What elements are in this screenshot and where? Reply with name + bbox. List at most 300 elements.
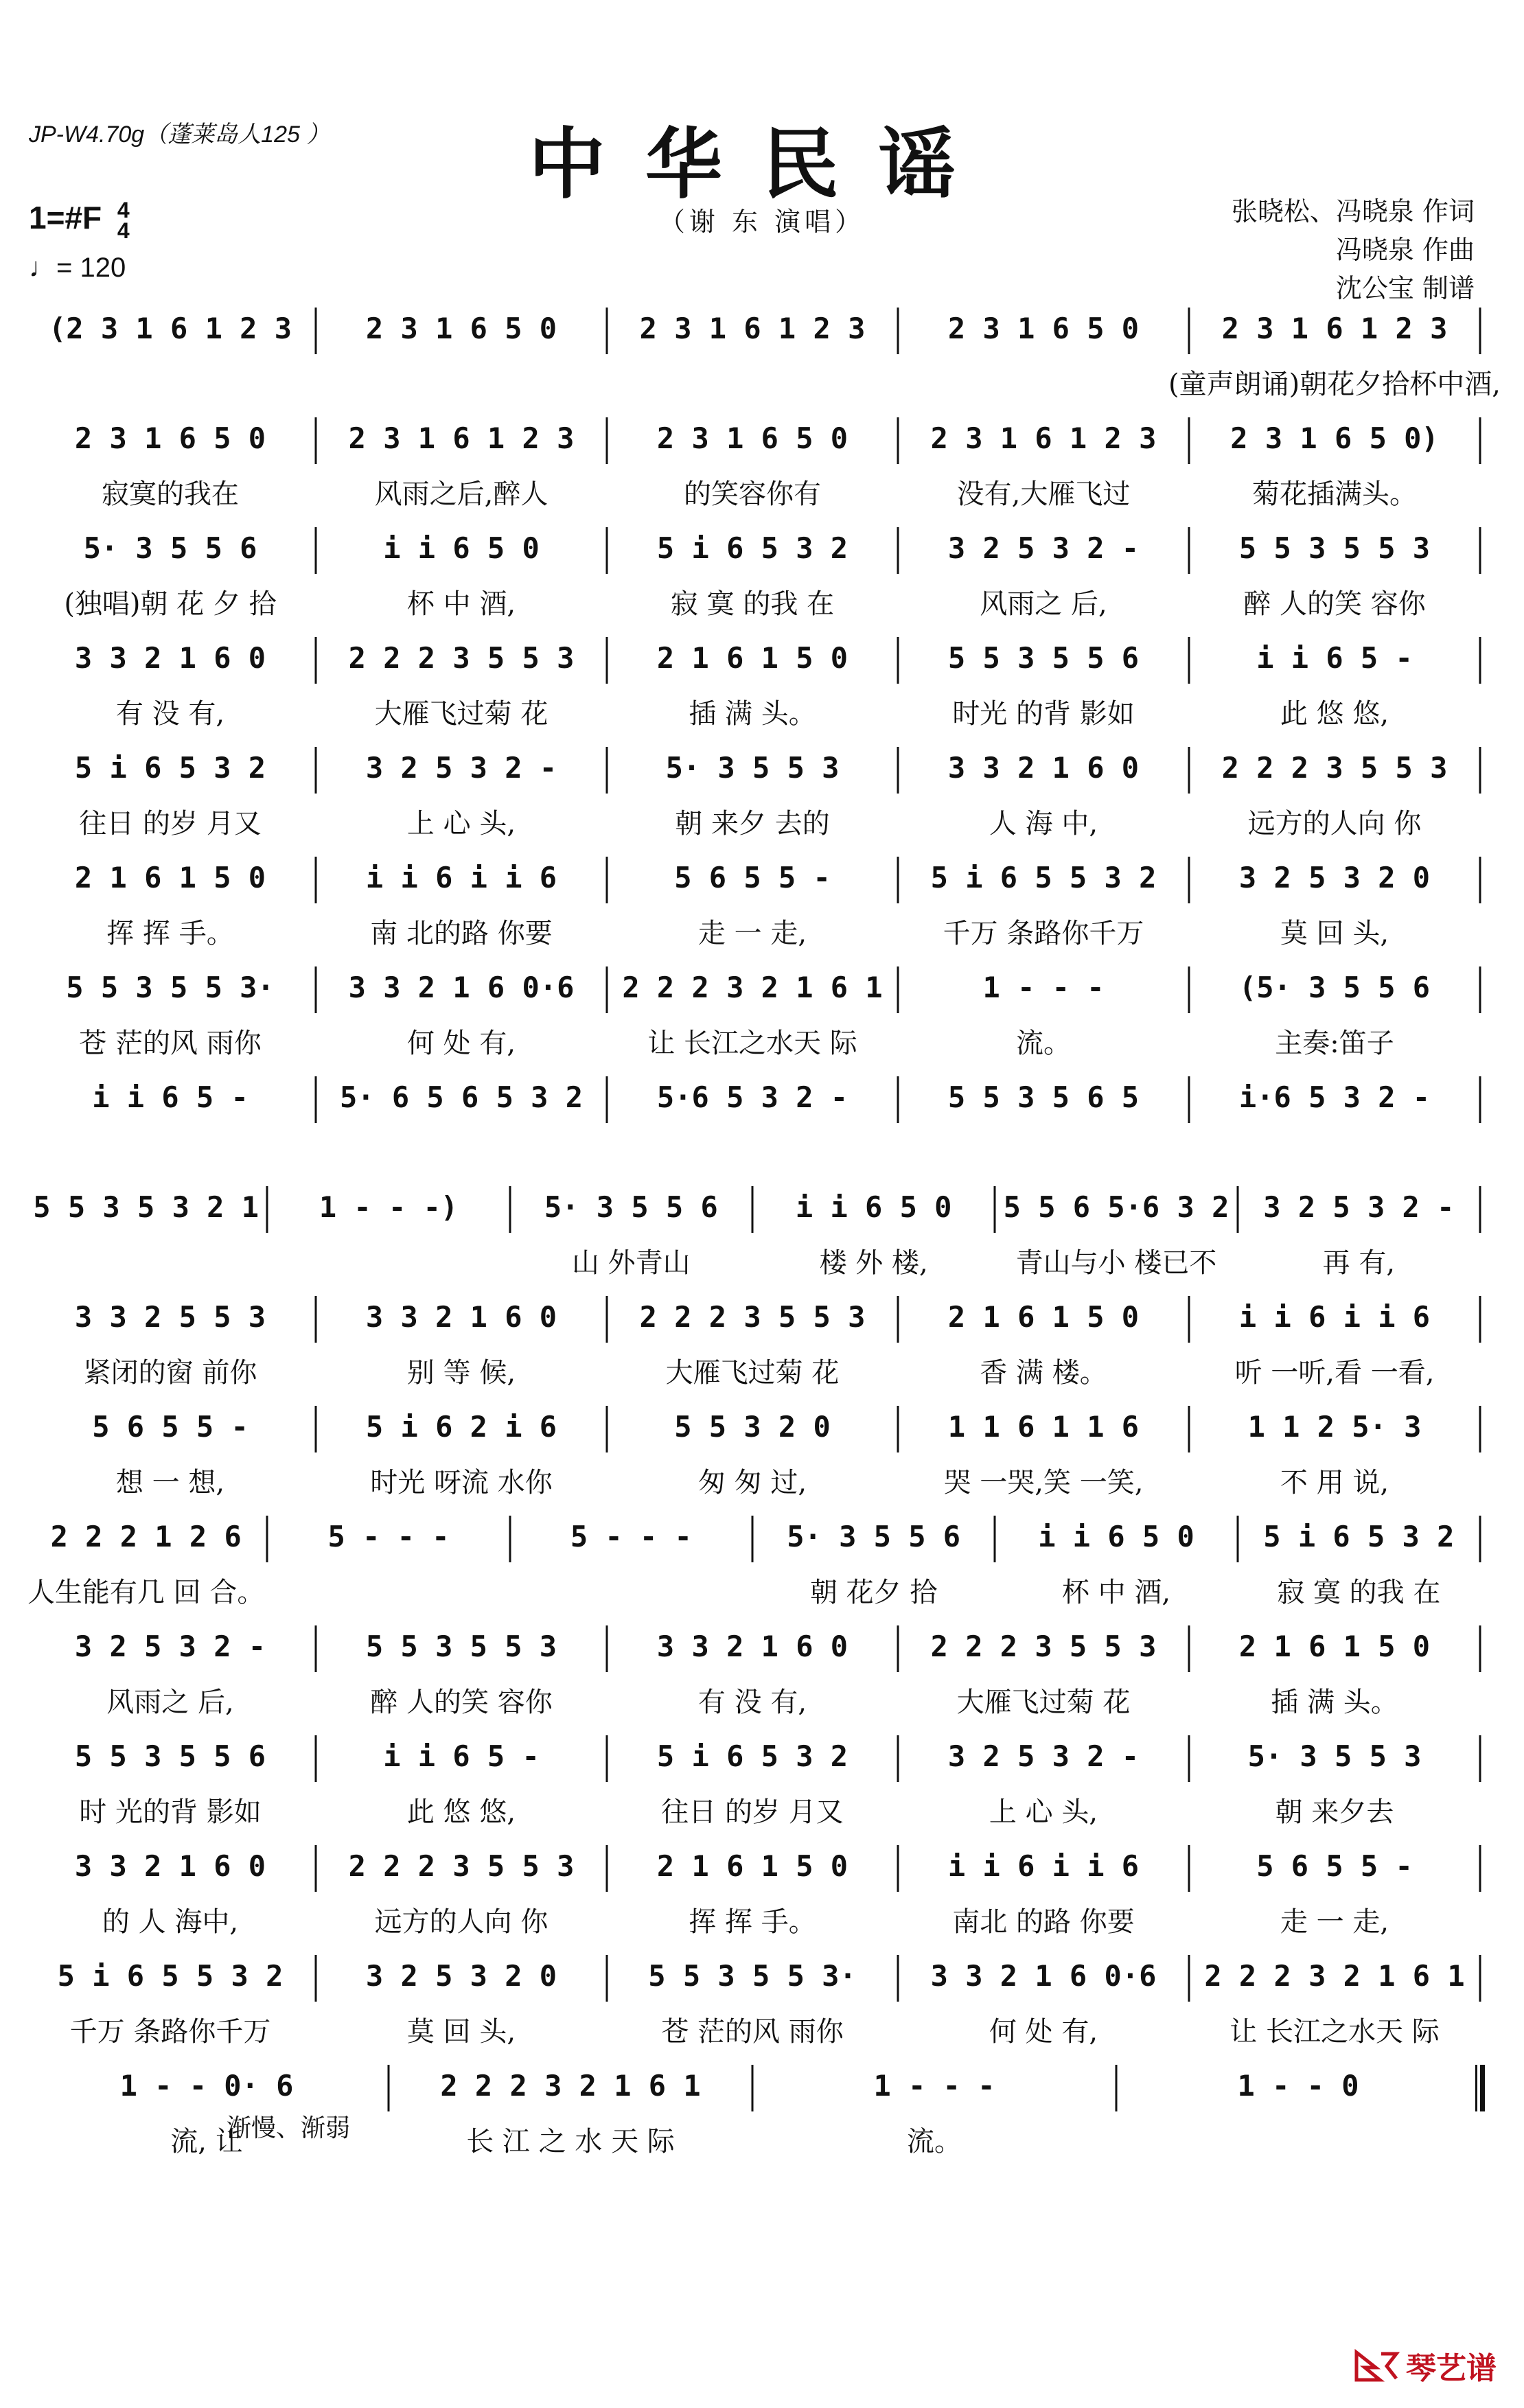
lyric-text: 主奏:笛子 bbox=[1275, 1028, 1394, 1059]
bar-line bbox=[1116, 2069, 1118, 2111]
lyric-text: 杯 中 酒, bbox=[406, 588, 516, 620]
score-system bbox=[29, 302, 1501, 412]
lyric-text: 莫 回 头, bbox=[1280, 918, 1389, 949]
bar-line bbox=[606, 531, 608, 574]
bar-line bbox=[1188, 1080, 1190, 1123]
measure-notes: 2 3 1 6 1 2 3 bbox=[930, 421, 1157, 455]
lyric-text: 的 人 海中, bbox=[102, 1906, 239, 1938]
notation-line bbox=[29, 1300, 1484, 1341]
lyric-text: 杯 中 酒, bbox=[1061, 1577, 1171, 1608]
measure-notes: 5· 6 5 6 5 3 2 bbox=[339, 1080, 584, 1114]
score-system bbox=[29, 1400, 1484, 1510]
watermark-text: 琴艺谱 bbox=[1406, 2351, 1497, 2386]
notation-line bbox=[29, 421, 1484, 463]
bar-line bbox=[1479, 312, 1481, 354]
lyric-text: 长 江 之 水 天 际 bbox=[466, 2126, 675, 2157]
bar-line bbox=[1479, 1739, 1481, 1782]
bar-line bbox=[315, 1849, 317, 1892]
bar-line bbox=[1475, 2069, 1485, 2111]
score-system bbox=[29, 1181, 1484, 1290]
bar-line bbox=[1188, 1300, 1190, 1343]
bar-line bbox=[897, 1959, 899, 2002]
measure-notes: 2 2 2 3 5 5 3 bbox=[348, 1849, 575, 1883]
bar-line bbox=[1479, 861, 1481, 903]
lyrics-line bbox=[29, 1241, 1484, 1279]
bar-line bbox=[606, 421, 608, 464]
bar-line bbox=[897, 1739, 899, 1782]
bar-line bbox=[606, 641, 608, 684]
lyric-text: 再 有, bbox=[1322, 1247, 1396, 1279]
lyrics-line bbox=[29, 1680, 1484, 1718]
bar-line bbox=[897, 531, 899, 574]
lyric-text: 何 处 有, bbox=[406, 1028, 516, 1059]
time-top: 4 bbox=[117, 197, 130, 222]
lyric-text: 朝 来夕 去的 bbox=[675, 808, 830, 840]
measure-notes: 2 2 2 3 5 5 3 bbox=[639, 1300, 866, 1334]
bar-line bbox=[509, 1190, 511, 1233]
bar-line bbox=[1479, 531, 1481, 574]
lyrics-line bbox=[29, 692, 1484, 730]
lyric-text: 上 心 头, bbox=[406, 808, 516, 840]
measure-notes: 5 6 5 5 - bbox=[92, 1410, 249, 1444]
notation-line bbox=[29, 1080, 1484, 1122]
measure-notes: 2 3 1 6 5 0 bbox=[947, 312, 1140, 345]
bar-line bbox=[897, 1410, 899, 1452]
lyrics-line bbox=[29, 912, 1484, 949]
measure-notes: (5· 3 5 5 6 bbox=[1238, 971, 1431, 1004]
notation-line bbox=[29, 2069, 1484, 2110]
measure-notes: 3 3 2 5 5 3 bbox=[74, 1300, 266, 1334]
measure-notes: 5 5 3 5 5 6 bbox=[947, 641, 1140, 675]
score-system bbox=[29, 522, 1484, 632]
score-system bbox=[29, 1290, 1484, 1400]
bar-line bbox=[315, 1410, 317, 1452]
lyric-text: 流, 让 bbox=[170, 2126, 243, 2157]
time-signature bbox=[117, 197, 130, 243]
measure-notes: 5 i 6 2 i 6 bbox=[365, 1410, 557, 1444]
measure-notes: 3 2 5 3 2 - bbox=[365, 751, 557, 785]
measure-notes: 1 - - 0 bbox=[1237, 2069, 1359, 2103]
bar-line bbox=[897, 1849, 899, 1892]
lyric-text: 插 满 头。 bbox=[689, 698, 816, 730]
lyrics-line bbox=[29, 802, 1484, 840]
score-system bbox=[29, 1620, 1484, 1730]
score-system bbox=[29, 961, 1484, 1071]
lyric-text: 走 一 走, bbox=[697, 918, 807, 949]
notation-line bbox=[29, 641, 1484, 682]
lyric-text: 远方的人向 你 bbox=[1247, 808, 1422, 840]
measure-notes: 5 5 6 5·6 3 2 bbox=[1003, 1190, 1229, 1224]
lyric-text: 紧闭的窗 前你 bbox=[83, 1357, 257, 1389]
measure-notes: 5· 3 5 5 3 bbox=[1247, 1739, 1422, 1773]
bar-line bbox=[1479, 421, 1481, 464]
lyric-text: 远方的人向 你 bbox=[374, 1906, 549, 1938]
time-bottom: 4 bbox=[117, 218, 130, 243]
lyric-text: 往日 的岁 月又 bbox=[79, 808, 262, 840]
bar-line bbox=[897, 1080, 899, 1123]
measure-notes: 1 1 2 5· 3 bbox=[1247, 1410, 1422, 1444]
measure-notes: 3 3 2 1 6 0 bbox=[74, 1849, 266, 1883]
key-label: 1=#F bbox=[29, 200, 102, 235]
measure-notes: 2 2 2 3 2 1 6 1 bbox=[1204, 1959, 1465, 1993]
measure-notes: 5 5 3 5 6 5 bbox=[947, 1080, 1140, 1114]
bar-line bbox=[1236, 1520, 1238, 1562]
lyric-text: 大雁飞过菊 花 bbox=[665, 1357, 840, 1389]
lyric-text: 时光 的背 影如 bbox=[952, 698, 1135, 730]
lyric-text: (童声朗诵)朝花夕拾杯中酒, bbox=[1168, 369, 1501, 400]
bar-line bbox=[994, 1190, 996, 1233]
lyric-text: 风雨之 后, bbox=[980, 588, 1107, 620]
lyric-text: 何 处 有, bbox=[989, 2016, 1098, 2048]
bar-line bbox=[1479, 1410, 1481, 1452]
measure-notes: 3 3 2 1 6 0·6 bbox=[348, 971, 575, 1004]
measure-notes: 3 2 5 3 2 - bbox=[947, 531, 1140, 565]
bar-line bbox=[1188, 751, 1190, 794]
measure-notes: 5 5 3 5 3 2 1 bbox=[33, 1190, 259, 1224]
notation-line bbox=[29, 1410, 1484, 1451]
bar-line bbox=[1479, 1849, 1481, 1892]
lyrics-line bbox=[29, 1351, 1484, 1389]
lyric-text: 苍 茫的风 雨你 bbox=[79, 1028, 262, 1059]
measure-notes: 2 1 6 1 5 0 bbox=[656, 1849, 848, 1883]
lyrics-line bbox=[29, 472, 1484, 510]
measure-notes: 1 1 6 1 1 6 bbox=[947, 1410, 1140, 1444]
lyric-text: 风雨之后,醉人 bbox=[374, 478, 549, 510]
lyric-text: 没有,大雁飞过 bbox=[956, 478, 1131, 510]
lyric-text: 让 长江之水天 际 bbox=[1229, 2016, 1440, 2048]
measure-notes: 3 3 2 1 6 0 bbox=[947, 751, 1140, 785]
tempo-change-mark: 渐慢、渐弱 bbox=[227, 2114, 351, 2142]
lyrics-line bbox=[29, 1021, 1484, 1059]
lyric-text: 挥 挥 手。 bbox=[689, 1906, 816, 1938]
bar-line bbox=[1188, 531, 1190, 574]
lyric-text: 想 一 想, bbox=[115, 1467, 225, 1498]
lyric-text: (独唱)朝 花 夕 拾 bbox=[64, 588, 277, 620]
measure-notes: 5 6 5 5 - bbox=[674, 861, 831, 894]
bar-line bbox=[315, 1300, 317, 1343]
measure-notes: 1 - - - bbox=[982, 971, 1105, 1004]
lyrics-line bbox=[27, 1571, 1484, 1608]
measure-notes: 2 3 1 6 5 0 bbox=[74, 421, 266, 455]
bar-line bbox=[897, 641, 899, 684]
lyric-text: 千万 条路你千万 bbox=[69, 2016, 271, 2048]
bar-line bbox=[994, 1520, 996, 1562]
notation-line bbox=[29, 1190, 1484, 1231]
bar-line bbox=[1188, 971, 1190, 1013]
score-system bbox=[29, 851, 1484, 961]
bar-line bbox=[897, 751, 899, 794]
measure-notes: 5 i 6 5 5 3 2 bbox=[930, 861, 1157, 894]
measure-notes: 2 1 6 1 5 0 bbox=[656, 641, 848, 675]
measure-notes: 5 i 6 5 3 2 bbox=[74, 751, 266, 785]
measure-notes: 2 1 6 1 5 0 bbox=[74, 861, 266, 894]
measure-notes: 2 3 1 6 5 0) bbox=[1230, 421, 1439, 455]
notation-line bbox=[29, 861, 1484, 902]
bar-line bbox=[315, 1630, 317, 1672]
score-system bbox=[29, 1949, 1484, 2059]
measure-notes: 2 2 2 3 5 5 3 bbox=[930, 1630, 1157, 1663]
lyric-text: 时光 呀流 水你 bbox=[370, 1467, 553, 1498]
bar-line bbox=[1188, 1410, 1190, 1452]
measure-notes: 2 3 1 6 5 0 bbox=[365, 312, 557, 345]
measure-notes: i i 6 5 - bbox=[1256, 641, 1413, 675]
bar-line bbox=[752, 1190, 754, 1233]
measure-notes: 5 6 5 5 - bbox=[1256, 1849, 1413, 1883]
measure-notes: 5 i 6 5 3 2 bbox=[1263, 1520, 1455, 1553]
lyric-text: 上 心 头, bbox=[989, 1796, 1098, 1828]
bar-line bbox=[897, 312, 899, 354]
measure-notes: 5 i 6 5 3 2 bbox=[656, 1739, 848, 1773]
lyric-text: 别 等 候, bbox=[406, 1357, 516, 1389]
bar-line bbox=[1479, 1190, 1481, 1233]
lyrics-line bbox=[29, 1131, 1484, 1166]
lyric-text: 菊花插满头。 bbox=[1252, 478, 1417, 510]
measure-notes: i i 6 i i 6 bbox=[1238, 1300, 1431, 1334]
bar-line bbox=[1479, 1080, 1481, 1123]
tempo-marking: ♩= 120 bbox=[29, 253, 126, 283]
bar-line bbox=[752, 2069, 754, 2111]
credits bbox=[1232, 192, 1475, 308]
score-system bbox=[29, 741, 1484, 851]
bar-line bbox=[315, 1739, 317, 1782]
lyrics-line bbox=[29, 1461, 1484, 1498]
lyric-text: 让 长江之水天 际 bbox=[647, 1028, 857, 1059]
arranger: 沈公宝 制谱 bbox=[1335, 273, 1475, 303]
measure-notes: 3 2 5 3 2 0 bbox=[1238, 861, 1431, 894]
bar-line bbox=[897, 861, 899, 903]
measure-notes: i i 6 5 0 bbox=[383, 531, 540, 565]
bar-line bbox=[1188, 1739, 1190, 1782]
lyric-text: 流。 bbox=[907, 2126, 962, 2157]
notation-line bbox=[29, 1520, 1484, 1561]
notation-line bbox=[29, 1959, 1484, 2000]
lyric-text: 往日 的岁 月又 bbox=[661, 1796, 844, 1828]
bar-line bbox=[606, 1739, 608, 1782]
measure-notes: i i 6 5 - bbox=[92, 1080, 249, 1114]
bar-line bbox=[606, 1410, 608, 1452]
lyric-text: 莫 回 头, bbox=[406, 2016, 516, 2048]
score-system bbox=[29, 1510, 1484, 1620]
score-system bbox=[29, 412, 1484, 522]
bar-line bbox=[266, 1520, 268, 1562]
lyric-text: 有 没 有, bbox=[697, 1687, 807, 1718]
bar-line bbox=[1479, 1959, 1481, 2002]
lyric-text: 山 外青山 bbox=[571, 1247, 691, 1279]
bar-line bbox=[606, 751, 608, 794]
lyric-text: 大雁飞过菊 花 bbox=[956, 1687, 1131, 1718]
measure-notes: 3 2 5 3 2 - bbox=[1263, 1190, 1455, 1224]
measure-notes: 1 - - -) bbox=[319, 1190, 459, 1224]
bar-line bbox=[1188, 421, 1190, 464]
lyric-text: 南北 的路 你要 bbox=[952, 1906, 1135, 1938]
measure-notes: 5 5 3 5 5 3 bbox=[1238, 531, 1431, 565]
lyric-text: 此 悠 悠, bbox=[406, 1796, 516, 1828]
lyric-text: 苍 茫的风 雨你 bbox=[661, 2016, 844, 2048]
bar-line bbox=[1479, 641, 1481, 684]
measure-notes: 2 3 1 6 1 2 3 bbox=[348, 421, 575, 455]
score-system bbox=[29, 1840, 1484, 1949]
measure-notes: 1 - - 0· 6 bbox=[119, 2069, 294, 2103]
bar-line bbox=[315, 312, 317, 354]
lyric-text: 楼 外 楼, bbox=[819, 1247, 928, 1279]
measure-notes: 1 - - - bbox=[873, 2069, 995, 2103]
bar-line bbox=[1188, 1959, 1190, 2002]
measure-notes: 3 3 2 1 6 0 bbox=[74, 641, 266, 675]
lyric-text: 时 光的背 影如 bbox=[79, 1796, 262, 1828]
lyric-text: 人生能有几 回 合。 bbox=[27, 1577, 265, 1608]
bar-line bbox=[315, 421, 317, 464]
bar-line bbox=[315, 861, 317, 903]
measure-notes: 5· 3 5 5 6 bbox=[544, 1190, 718, 1224]
lyrics-line bbox=[29, 582, 1484, 620]
measure-notes: 3 3 2 1 6 0·6 bbox=[930, 1959, 1157, 1993]
bar-line bbox=[315, 531, 317, 574]
lyrics-line bbox=[29, 2010, 1484, 2048]
score-system bbox=[29, 632, 1484, 741]
lyric-text: 千万 条路你千万 bbox=[943, 918, 1144, 949]
lyrics-line bbox=[29, 1900, 1484, 1938]
score bbox=[27, 302, 1501, 2169]
measure-notes: 2 3 1 6 5 0 bbox=[656, 421, 848, 455]
bar-line bbox=[1188, 1630, 1190, 1672]
measure-notes: 3 2 5 3 2 - bbox=[947, 1739, 1140, 1773]
notation-line bbox=[29, 751, 1484, 792]
bar-line bbox=[606, 1080, 608, 1123]
measure-notes: 2 2 2 3 5 5 3 bbox=[1221, 751, 1448, 785]
lyric-text: 风雨之 后, bbox=[106, 1687, 234, 1718]
bar-line bbox=[1236, 1190, 1238, 1233]
measure-notes: 5 5 3 2 0 bbox=[674, 1410, 831, 1444]
measure-notes: 5 i 6 5 5 3 2 bbox=[57, 1959, 284, 1993]
bar-line bbox=[1188, 641, 1190, 684]
lyric-text: 挥 挥 手。 bbox=[106, 918, 234, 949]
notation-line bbox=[29, 312, 1484, 353]
bar-line bbox=[606, 1300, 608, 1343]
notation-line bbox=[29, 1739, 1484, 1781]
measure-notes: 2 2 2 3 2 1 6 1 bbox=[622, 971, 883, 1004]
notation-line bbox=[29, 531, 1484, 572]
bar-line bbox=[315, 751, 317, 794]
lyric-text: 此 悠 悠, bbox=[1280, 698, 1389, 730]
measure-notes: 5 5 3 5 5 3· bbox=[648, 1959, 857, 1993]
bar-line bbox=[606, 1849, 608, 1892]
lyric-text: 流。 bbox=[1016, 1028, 1071, 1059]
bar-line bbox=[1188, 861, 1190, 903]
bar-line bbox=[1188, 312, 1190, 354]
bar-line bbox=[1479, 1630, 1481, 1672]
bar-line bbox=[509, 1520, 511, 1562]
singer-credit: （谢 东 演唱） bbox=[658, 207, 866, 237]
lyric-text: 南 北的路 你要 bbox=[370, 918, 553, 949]
lyric-text: 寂 寞 的我 在 bbox=[670, 588, 835, 620]
bar-line bbox=[897, 971, 899, 1013]
measure-notes: i·6 5 3 2 - bbox=[1238, 1080, 1431, 1114]
lyric-text: 朝 来夕去 bbox=[1275, 1796, 1394, 1828]
measure-notes: 5 - - - bbox=[327, 1520, 450, 1553]
bar-line bbox=[752, 1520, 754, 1562]
lyric-text: 不 用 说, bbox=[1280, 1467, 1389, 1498]
measure-notes: 2 1 6 1 5 0 bbox=[947, 1300, 1140, 1334]
bar-line bbox=[1479, 971, 1481, 1013]
measure-notes: i i 6 i i 6 bbox=[365, 861, 557, 894]
measure-notes: 5·6 5 3 2 - bbox=[656, 1080, 848, 1114]
notation-line bbox=[29, 971, 1484, 1012]
lyric-text: 有 没 有, bbox=[115, 698, 225, 730]
lyricist: 张晓松、冯晓泉 作词 bbox=[1231, 196, 1475, 227]
lyric-text: 醉 人的笑 容你 bbox=[1243, 588, 1426, 620]
measure-notes: 3 2 5 3 2 0 bbox=[365, 1959, 557, 1993]
watermark-logo bbox=[1352, 2343, 1497, 2387]
bar-line bbox=[315, 641, 317, 684]
measure-notes: 2 1 6 1 5 0 bbox=[1238, 1630, 1431, 1663]
bar-line bbox=[1188, 1849, 1190, 1892]
measure-notes: 2 2 2 3 2 1 6 1 bbox=[440, 2069, 701, 2103]
measure-notes: 2 3 1 6 1 2 3 bbox=[639, 312, 866, 345]
lyric-text: 匆 匆 过, bbox=[697, 1467, 807, 1498]
bar-line bbox=[606, 312, 608, 354]
version-tag: JP-W4.70g（蓬莱岛人125 ） bbox=[29, 121, 330, 148]
lyric-text: 哭 一哭,笑 一笑, bbox=[943, 1467, 1144, 1498]
bar-line bbox=[897, 1300, 899, 1343]
measure-notes: 3 3 2 1 6 0 bbox=[656, 1630, 848, 1663]
notation-line bbox=[29, 1630, 1484, 1671]
bar-line bbox=[606, 971, 608, 1013]
bar-line bbox=[388, 2069, 390, 2111]
measure-notes: 5· 3 5 5 6 bbox=[787, 1520, 961, 1553]
bar-line bbox=[315, 1080, 317, 1123]
lyric-text: 大雁飞过菊 花 bbox=[374, 698, 549, 730]
bar-line bbox=[897, 1630, 899, 1672]
bar-line bbox=[897, 421, 899, 464]
composer: 冯晓泉 作曲 bbox=[1335, 235, 1475, 265]
lyrics-line bbox=[29, 1790, 1484, 1828]
score-system bbox=[29, 1730, 1484, 1840]
bar-line bbox=[1479, 1300, 1481, 1343]
lyrics-line bbox=[29, 362, 1501, 400]
lyric-text: 走 一 走, bbox=[1280, 1906, 1389, 1938]
measure-notes: 3 2 5 3 2 - bbox=[74, 1630, 266, 1663]
bar-line bbox=[606, 1630, 608, 1672]
measure-notes: 5 i 6 5 3 2 bbox=[656, 531, 848, 565]
lyric-text: 的笑容你有 bbox=[684, 478, 821, 510]
measure-notes: 5 5 3 5 5 3· bbox=[66, 971, 275, 1004]
measure-notes: i i 6 5 0 bbox=[795, 1190, 952, 1224]
bar-line bbox=[266, 1190, 268, 1233]
lyric-text: 插 满 头。 bbox=[1271, 1687, 1398, 1718]
measure-notes: i i 6 5 0 bbox=[1038, 1520, 1194, 1553]
measure-notes: 5 5 3 5 5 6 bbox=[74, 1739, 266, 1773]
key-signature bbox=[29, 199, 130, 241]
measure-notes: i i 6 5 - bbox=[383, 1739, 540, 1773]
measure-notes: 2 2 2 1 2 6 bbox=[50, 1520, 242, 1553]
score-system bbox=[29, 1071, 1484, 1181]
measure-notes: 5· 3 5 5 6 bbox=[83, 531, 257, 565]
lyric-text: 听 一听,看 一看, bbox=[1234, 1357, 1435, 1389]
lyric-text: 香 满 楼。 bbox=[980, 1357, 1107, 1389]
measure-notes: (2 3 1 6 1 2 3 bbox=[48, 312, 292, 345]
bar-line bbox=[315, 1959, 317, 2002]
measure-notes: 2 2 2 3 5 5 3 bbox=[348, 641, 575, 675]
measure-notes: 3 3 2 1 6 0 bbox=[365, 1300, 557, 1334]
measure-notes: 2 3 1 6 1 2 3 bbox=[1221, 312, 1448, 345]
lyric-text: 寂 寞 的我 在 bbox=[1277, 1577, 1441, 1608]
lyric-text: 朝 花夕 拾 bbox=[809, 1577, 938, 1608]
bar-line bbox=[1479, 1520, 1481, 1562]
lyric-text: 青山与小 楼已不 bbox=[1015, 1247, 1217, 1279]
measure-notes: i i 6 i i 6 bbox=[947, 1849, 1140, 1883]
measure-notes: 5· 3 5 5 3 bbox=[665, 751, 840, 785]
measure-notes: 5 5 3 5 5 3 bbox=[365, 1630, 557, 1663]
